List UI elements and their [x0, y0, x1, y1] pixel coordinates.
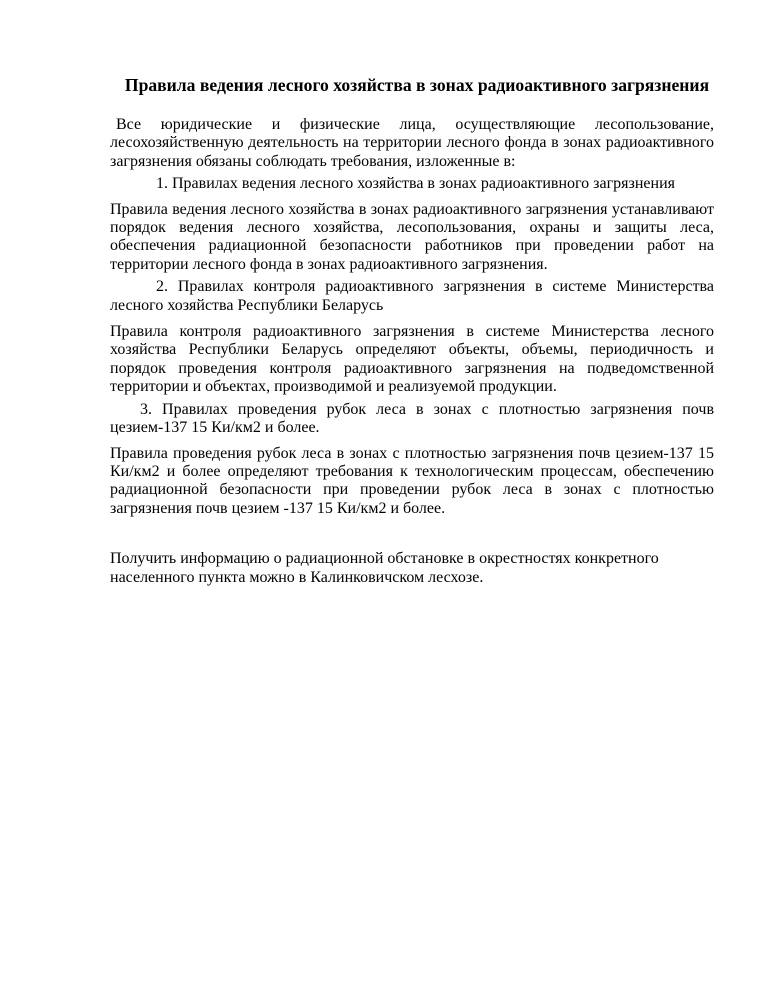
- footer-note: Получить информацию о радиационной обстановке в окрестностях конкретного населенного пункта можно в Калинковичском лесхозе.: [110, 550, 659, 586]
- document-title: Правила ведения лесного хозяйства в зонах радиоактивного загрязнения: [124, 75, 710, 95]
- intro-paragraph: Все юридические и физические лица, осуществляющие лесопользование, лесохозяйственную деятельность на территории лесного фонда в зонах радиоактивного загрязнения обязаны соблюдать требования, изложенные в:: [110, 116, 714, 170]
- section-1-heading: 1. Правилах ведения лесного хозяйства в зонах радиоактивного загрязнения: [156, 175, 675, 193]
- section-2-heading: 2. Правилах контроля радиоактивного загрязнения в системе Министерства лесного хозяйства Республики Беларусь: [110, 278, 714, 314]
- section-1-text: Правила ведения лесного хозяйства в зонах радиоактивного загрязнения устанавливают порядок ведения лесного хозяйства, лесопользования, охраны и защиты леса, обеспечения радиационной безопасности работников при проведении работ на территории лесного фонда в зонах радиоактивного загрязнения.: [110, 200, 714, 273]
- document-page: [110, 74, 714, 587]
- section-2-text: Правила контроля радиоактивного загрязнения в системе Министерства лесного хозяйства Республики Беларусь определяют объекты, объемы, периодичность и порядок проведения контроля радиоактивного загрязнения на подведомственной территории и объектах, производимой и реализуемой продукции.: [110, 323, 714, 396]
- section-3-text: Правила проведения рубок леса в зонах с плотностью загрязнения почв цезием-137 15 Ки/км2 и более определяют требования к технологическим процессам, обеспечению радиационной безопасности при проведении рубок леса в зонах с плотностью загрязнения почв цезием -137 15 Ки/км2 и более.: [110, 444, 714, 517]
- section-3-heading: 3. Правилах проведения рубок леса в зонах с плотностью загрязнения почв цезием-137 15 Ки/км2 и более.: [110, 400, 714, 437]
